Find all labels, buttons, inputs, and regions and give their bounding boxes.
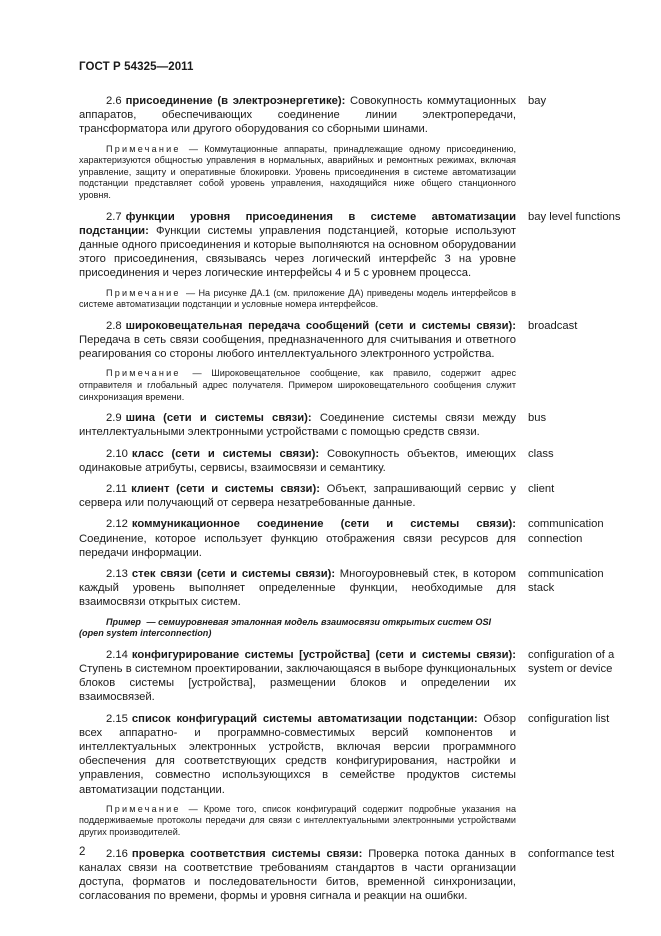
note-text: — Кроме того, список конфигураций содержит подробные указания на поддерживаемые протоколы передачи для связи с интеллектуальными электронными устройствами других производителей. <box>79 803 516 838</box>
english-equivalent: conformance test <box>528 847 615 860</box>
term-definition: Проверка потока данных в каналах связи на соответствие требованиям стандартов в части организации доступа, форматов и последовательности битов, временной синхронизации, согласования по времени, формы и уровня сигнала и реакции на ошибки. <box>79 847 516 903</box>
term-name: широковещательная передача сообщений (сети и системы связи): <box>125 319 516 332</box>
term-text <box>79 447 516 475</box>
term-text <box>79 847 516 904</box>
term-number: 2.6 <box>106 95 122 107</box>
term-name: клиент (сети и системы связи): <box>131 482 320 495</box>
term-definition: Соединение системы связи между интеллектуальными электронными устройствами с помощью средств связи. <box>79 412 516 439</box>
term-definition: Объект, запрашивающий сервис у сервера или получающий от сервера незатребованные данные. <box>79 482 516 510</box>
note-text: — Коммутационные аппараты, принадлежащие одному присоединению, характеризуются общностью управления в нормальных, аварийных и ремонтных режимах, включая управление, защиту и оперативные блокировки. Уровень присоединения в системе автоматизации подстанции представляет собой уровень управления, находящийся ниже общего станционного уровня. <box>79 143 516 200</box>
term-entry <box>79 648 624 705</box>
term-number: 2.9 <box>106 412 122 425</box>
term-name: список конфигураций системы автоматизации подстанции: <box>131 712 478 725</box>
term-text <box>79 210 516 281</box>
term-number: 2.11 <box>106 482 128 495</box>
note <box>79 144 516 202</box>
term-number: 2.8 <box>106 319 122 332</box>
page-number: 2 <box>79 846 86 858</box>
note-text: — На рисунке ДА.1 (см. приложение ДА) приведены модель интерфейсов в системе автоматизации подстанции и условные номера интерфейсов. <box>79 287 516 310</box>
term-definition: Обзор всех аппаратно- и программно-совместимых версий компонентов и интеллектуальных электронных устройств, включая версии программного обеспечения для соответствующих средств конфигурирования, настройки и управления, совместно использующихся в семействе продуктов системы автоматизации подстанции. <box>79 712 516 796</box>
term-text <box>79 648 516 705</box>
term-text <box>79 712 516 797</box>
term-number: 2.16 <box>106 847 128 860</box>
english-equivalent: class <box>528 447 554 460</box>
term-number: 2.10 <box>106 447 128 460</box>
term-definition: Соединение, которое использует функцию отображения связи ресурсов для передачи информации. <box>79 532 516 559</box>
term-definition: Совокупность коммутационных аппаратов, обеспечивающих соединение линии электропередачи, трансформатора или другого оборудования со сборными шинами. <box>79 95 516 136</box>
example-text: — семиуровневая эталонная модель взаимосвязи открытых систем OSI (open system interconnection) <box>79 616 492 639</box>
english-equivalent: broadcast <box>528 319 578 332</box>
term-number: 2.7 <box>106 210 122 223</box>
term-text <box>79 94 516 137</box>
note-label: Примечание <box>106 368 181 379</box>
term-text <box>79 482 516 510</box>
term-number: 2.15 <box>106 712 128 725</box>
term-definition: Многоуровневый стек, в котором каждый уровень выполняет определенные функции, необходимые для взаимосвязи открытых систем. <box>79 568 517 609</box>
document-header: ГОСТ Р 54325—2011 <box>79 61 194 73</box>
document-body <box>79 94 624 910</box>
english-equivalent: configuration of a system or device <box>528 648 615 675</box>
term-entry <box>79 319 624 362</box>
term-name: шина (сети и системы связи): <box>125 412 312 425</box>
english-equivalent: communication stack <box>528 568 604 595</box>
note <box>79 368 516 403</box>
term-number: 2.13 <box>106 568 128 580</box>
term-entry <box>79 847 624 904</box>
term-entry <box>79 94 624 137</box>
note-label: Примечание <box>106 287 181 298</box>
term-entry <box>79 447 624 475</box>
term-text <box>79 319 516 362</box>
term-definition: Совокупность объектов, имеющих одинаковые атрибуты, сервисы, взаимосвязи и семантику. <box>79 447 516 474</box>
note-label: Примечание <box>106 803 181 814</box>
term-number: 2.12 <box>106 518 128 531</box>
term-name: класс (сети и системы связи): <box>131 447 320 460</box>
term-entry <box>79 712 624 797</box>
english-equivalent: bus <box>528 412 547 425</box>
term-entry <box>79 411 624 439</box>
term-entry <box>79 567 624 610</box>
english-equivalent: bay <box>528 95 547 107</box>
term-definition: Функции системы управления подстанцией, которые используют данные одного присоединения и которые выполняются на основном оборудовании этого присоединения, связываясь через логический интерфейс 3 на уровне присоединения и через логические интерфейсы 4 и 5 с уровнем процесса. <box>79 224 516 280</box>
example-label: Пример <box>106 616 141 627</box>
note <box>79 288 516 311</box>
term-definition: Передача в сеть связи сообщения, предназначенного для считывания и ответного реагирования со стороны любого интеллектуального электронного устройства. <box>79 333 516 361</box>
english-equivalent: bay level functions <box>528 210 621 223</box>
term-definition: Ступень в системном проектировании, заключающаяся в выборе функциональных блоков системы [устройства], размещении блоков и определении их взаимосвязей. <box>79 663 516 704</box>
english-equivalent: client <box>528 482 555 495</box>
note <box>79 804 516 839</box>
example <box>79 617 516 640</box>
english-equivalent: communication connection <box>528 518 604 545</box>
term-name: конфигурирование системы [устройства] (сети и системы связи): <box>131 648 516 661</box>
term-name: проверка соответствия системы связи: <box>131 847 363 860</box>
note-label: Примечание <box>106 143 181 154</box>
term-text <box>79 567 516 610</box>
term-text <box>79 411 516 439</box>
term-name: функции уровня присоединения в системе автоматизации подстанции: <box>79 210 516 237</box>
english-equivalent: configuration list <box>528 712 610 725</box>
term-name: присоединение (в электроэнергетике): <box>125 95 346 107</box>
term-name: коммуникационное соединение (сети и системы связи): <box>131 518 516 531</box>
term-text <box>79 517 516 560</box>
term-entry <box>79 482 624 510</box>
term-number: 2.14 <box>106 648 128 661</box>
term-name: стек связи (сети и системы связи): <box>131 568 336 580</box>
note-text: — Широковещательное сообщение, как правило, содержит адрес отправителя и глобальный адрес получателя. Примером широковещательного сообщения служит синхронизация времени. <box>79 368 516 402</box>
term-entry <box>79 210 624 281</box>
term-entry <box>79 517 624 560</box>
